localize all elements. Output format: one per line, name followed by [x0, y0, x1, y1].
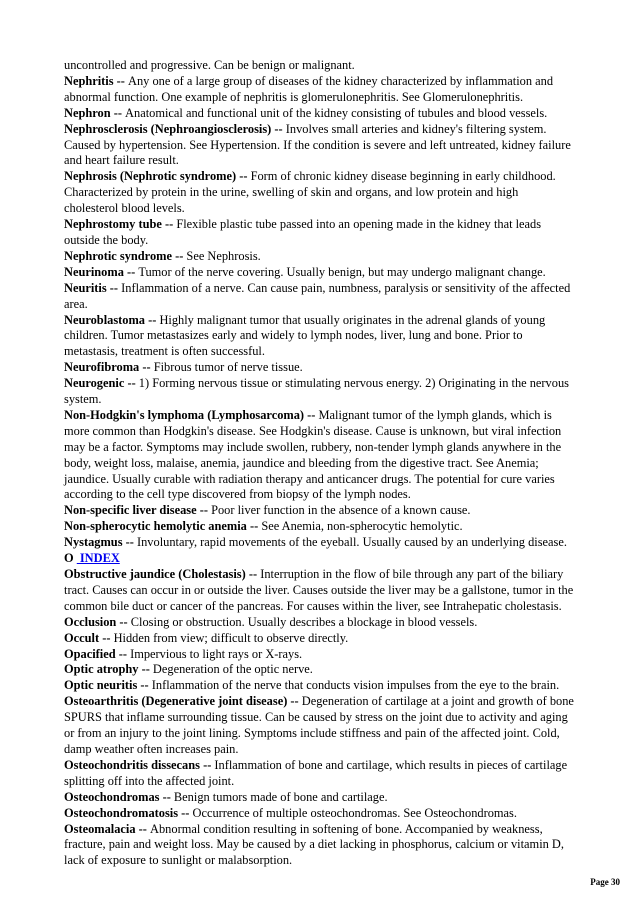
entry-separator: -- — [137, 678, 152, 693]
entry-definition: Interruption in the flow of bile through any part of the biliary tract. Causes can occur in or outside the liver. Causes outside the liver may be a gallstone, tumor in the common bile duct or cancer of the pancreas. For causes within the liver, see Intrahepatic cholestasis. — [64, 567, 574, 613]
entry-term: Non-spherocytic hemolytic anemia — [64, 519, 247, 534]
entry-term: Neurinoma — [64, 264, 124, 279]
glossary-entry — [64, 758, 574, 790]
entry-separator: -- — [236, 169, 251, 184]
glossary-entry — [64, 535, 574, 551]
entry-definition: Closing or obstruction. Usually describes a blockage in blood vessels. — [130, 614, 478, 629]
entry-term: Optic neuritis — [64, 678, 138, 693]
entry-separator: -- — [135, 821, 151, 836]
entry-definition: Abnormal condition resulting in softening of bone. Accompanied by weakness, fracture, pain and weight loss. May be caused by a diet lacking in phosphorus, calcium or vitamin D, lack of exposure to sunlight or malabsorption. — [64, 821, 564, 868]
entry-separator: -- — [304, 407, 319, 422]
entry-term: Osteoarthritis (Degenerative joint disease) — [64, 694, 288, 709]
entry-separator: -- — [110, 105, 126, 120]
entry-term: Neuroblastoma — [64, 312, 145, 327]
entry-definition: Flexible plastic tube passed into an opening made in the kidney that leads outside the body. — [64, 217, 542, 247]
entry-term: Nephrosclerosis (Nephroangiosclerosis) — [64, 121, 272, 136]
glossary-entry — [64, 678, 574, 694]
entry-term: Osteomalacia — [64, 821, 136, 836]
glossary-entry — [64, 503, 574, 519]
entry-definition: uncontrolled and progressive. Can be benign or malignant. — [64, 58, 355, 72]
entry-term: Obstructive jaundice (Cholestasis) — [64, 567, 246, 581]
glossary-entry — [64, 281, 574, 313]
entry-separator: -- — [161, 217, 177, 232]
glossary-entry — [64, 822, 574, 870]
entry-separator: -- — [99, 630, 114, 645]
glossary-entry — [64, 265, 574, 281]
entry-definition: See Anemia, non-spherocytic hemolytic. — [261, 519, 463, 534]
section-heading-o — [64, 551, 574, 567]
entry-term: Nephron — [64, 105, 111, 120]
entry-separator: -- — [116, 614, 131, 629]
entry-definition: Any one of a large group of diseases of the kidney characterized by inflammation and abnormal function. One example of nephritis is glomerulonephritis. See Glomerulonephritis. — [64, 73, 554, 104]
entry-definition: Inflammation of bone and cartilage, which results in pieces of cartilage splitting off into the affected joint. — [64, 757, 568, 788]
entry-separator: -- — [124, 376, 139, 391]
section-letter: O — [64, 551, 74, 566]
glossary-entries-o — [64, 567, 574, 869]
entry-term: Neurogenic — [64, 376, 125, 391]
entry-separator: -- — [271, 121, 286, 136]
glossary-entry — [64, 567, 574, 615]
glossary-entry — [64, 631, 574, 647]
entry-definition: Involves small arteries and kidney's filtering system. Caused by hypertension. See Hypertension. If the condition is severe and left untreated, kidney failure and heart failure result. — [64, 121, 571, 168]
index-link[interactable]: INDEX — [76, 551, 120, 566]
glossary-entry — [64, 615, 574, 631]
glossary-entry — [64, 408, 574, 503]
entry-term: Nephrostomy tube — [64, 217, 162, 232]
entry-definition: Tumor of the nerve covering. Usually benign, but may undergo malignant change. — [138, 264, 546, 279]
entry-term: Osteochondromas — [64, 789, 160, 804]
entry-definition: Involuntary, rapid movements of the eyeball. Usually caused by an underlying disease. — [136, 535, 567, 550]
glossary-entry — [64, 313, 574, 361]
entry-separator: -- — [178, 805, 193, 820]
entry-definition: Fibrous tumor of nerve tissue. — [153, 360, 303, 375]
glossary-entry — [64, 647, 574, 663]
entry-definition: Degeneration of the optic nerve. — [152, 662, 313, 677]
entry-definition: Form of chronic kidney disease beginning in early childhood. Characterized by protein in the urine, swelling of skin and organs, and low protein and high cholesterol blood levels. — [64, 169, 556, 216]
glossary-page — [64, 58, 574, 869]
glossary-entry — [64, 217, 574, 249]
entry-definition: Benign tumors made of bone and cartilage. — [173, 789, 388, 804]
entry-separator: -- — [171, 248, 187, 263]
entry-separator: -- — [287, 694, 302, 709]
entry-definition: Inflammation of a nerve. Can cause pain, numbness, paralysis or sensitivity of the affected area. — [64, 280, 571, 311]
entry-separator: -- — [159, 789, 174, 804]
entry-term: Neuritis — [64, 280, 107, 295]
entry-term: Osteochondritis dissecans — [64, 757, 200, 772]
entry-term: Nephrosis (Nephrotic syndrome) — [64, 169, 237, 184]
glossary-entry — [64, 806, 574, 822]
entry-separator: -- — [199, 757, 215, 772]
entry-definition: Highly malignant tumor that usually originates in the adrenal glands of young children. Tumor metastasizes early and widely to lymph nodes, liver, lung and bone. Prior to metastasis, treatment is often successful. — [64, 312, 546, 359]
glossary-entry — [64, 106, 574, 122]
entry-definition: Poor liver function in the absence of a known cause. — [211, 503, 471, 518]
glossary-entry — [64, 74, 574, 106]
entry-term: Nystagmus — [64, 535, 123, 550]
glossary-entry — [64, 58, 574, 74]
glossary-entry — [64, 519, 574, 535]
glossary-entry — [64, 790, 574, 806]
glossary-entry — [64, 694, 574, 758]
entry-term: Non-specific liver disease — [64, 503, 197, 518]
entry-definition: Hidden from view; difficult to observe directly. — [113, 630, 349, 645]
entry-separator: -- — [246, 519, 262, 534]
entry-definition: Degeneration of cartilage at a joint and growth of bone SPURS that inflame surrounding tissue. Can be caused by stress on the joint due to activity and aging or from an injury to the joint lining. Symptoms include stiffness and pain of the affected joint. Cold, damp weather often increases pain. — [64, 694, 574, 756]
entry-definition: See Nephrosis. — [186, 248, 261, 263]
entry-term: Nephritis — [64, 73, 114, 88]
entry-separator: -- — [138, 662, 153, 677]
entry-separator: -- — [245, 567, 261, 581]
glossary-entry — [64, 169, 574, 217]
entry-definition: Inflammation of the nerve that conducts vision impulses from the eye to the brain. — [151, 678, 560, 693]
entry-separator: -- — [123, 264, 139, 279]
entry-definition: Impervious to light rays or X-rays. — [130, 646, 303, 661]
entry-term: Osteochondromatosis — [64, 805, 179, 820]
glossary-entry — [64, 122, 574, 170]
entry-separator: -- — [145, 312, 160, 327]
glossary-entry — [64, 360, 574, 376]
entry-term: Nephrotic syndrome — [64, 248, 172, 263]
entry-definition: Malignant tumor of the lymph glands, which is more common than Hodgkin's disease. See Hodgkin's disease. Cause is unknown, but viral infection may be a factor. Symptoms may include swollen, rubbery, non-tender lymph glands anywhere in the body, weight loss, malaise, anemia, jaundice and bleeding from the digestive tract. See Anemia; jaundice. Usually curable with radiation therapy and anticancer drugs. The potential for cure varies according to the cell type discovered from biopsy of the lymph nodes. — [64, 407, 562, 502]
entry-term: Occult — [64, 630, 100, 645]
page-number: Page 30 — [590, 877, 620, 887]
entry-term: Occlusion — [64, 614, 117, 629]
entry-separator: -- — [113, 73, 129, 88]
glossary-entry — [64, 662, 574, 678]
entry-term: Non-Hodgkin's lymphoma (Lymphosarcoma) — [64, 407, 305, 422]
entry-term: Neurofibroma — [64, 360, 140, 375]
glossary-entry — [64, 376, 574, 408]
entry-separator: -- — [196, 503, 212, 518]
entry-separator: -- — [106, 280, 122, 295]
entry-separator: -- — [139, 360, 154, 375]
entry-definition: Occurrence of multiple osteochondromas. See Osteochondromas. — [192, 805, 517, 820]
entry-term: Opacified — [64, 646, 116, 661]
glossary-entry — [64, 249, 574, 265]
entry-term: Optic atrophy — [64, 662, 139, 677]
entry-definition: Anatomical and functional unit of the kidney consisting of tubules and blood vessels. — [125, 105, 548, 120]
entry-definition: 1) Forming nervous tissue or stimulating nervous energy. 2) Originating in the nervous system. — [64, 376, 569, 407]
entry-separator: -- — [122, 535, 137, 550]
entry-separator: -- — [115, 646, 131, 661]
glossary-entries-n — [64, 58, 574, 551]
